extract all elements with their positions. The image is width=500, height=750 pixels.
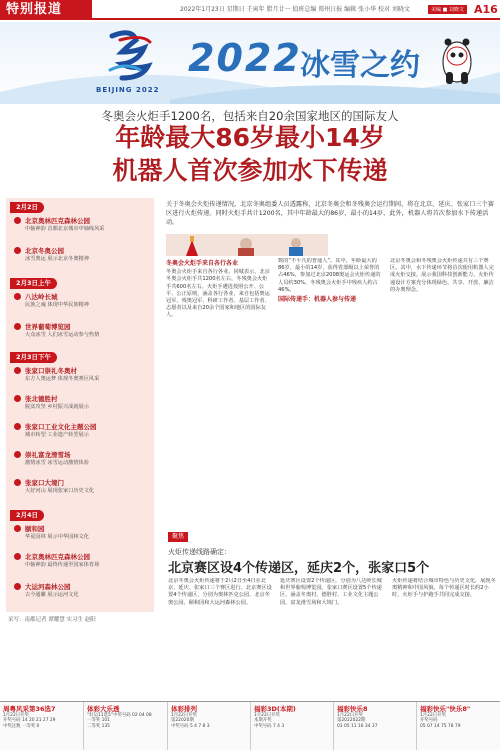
timeline-dot-icon xyxy=(14,323,21,330)
timeline-item xyxy=(14,322,152,348)
lottery-info: 1月22日开奖 第2022022期 03 05 11 16 34 37 xyxy=(337,713,378,729)
timeline-item xyxy=(14,552,152,578)
timeline-dot-icon xyxy=(14,395,21,402)
lottery-box xyxy=(334,702,417,750)
beijing-2022-emblem-icon xyxy=(92,26,170,88)
banner-title-cn: 冰雪之约 xyxy=(300,48,420,83)
relay-route-timeline xyxy=(6,198,154,612)
timeline-item-desc: 激情冰雪 冰雪运动激情体验 xyxy=(25,460,89,466)
timeline-item-title: 北京奥林匹克森林公园 xyxy=(25,553,90,561)
story2-title: 北京赛区设4个传递区，延庆2个，张家口5个 xyxy=(168,561,430,576)
lottery-info: 1月22日开奖 开奖号码 05 07 14 75 78 79 xyxy=(420,713,461,729)
timeline-item-desc: 民族之魂 体现中华民族精神 xyxy=(25,302,89,308)
subheadline: 冬奥会火炬手1200名，包括来自20余国家地区的国际友人 xyxy=(101,109,399,123)
timeline-item-title: 张家口崇礼冬奥村 xyxy=(25,367,77,375)
article-column xyxy=(166,258,270,520)
lottery-info: 1月22日开奖 第22020期 中奖号码 5 4 7 8 3 xyxy=(171,713,210,729)
lottery-name: 体彩大乐透 xyxy=(87,705,120,713)
column-text: 数的“不平凡的普通人”。其中，年龄最大的86岁，最小的14岁，获得省部级以上荣誉的占46%，参加过北京2008奥运会火炬传递的人员约30%。冬残奥会火炬手中残疾人约占46%。 xyxy=(278,258,381,293)
timeline-item xyxy=(14,246,152,272)
timeline-dot-icon xyxy=(14,479,21,486)
timeline-item xyxy=(14,422,152,448)
lottery-box xyxy=(251,702,334,750)
timeline-dot-icon xyxy=(14,423,21,430)
lottery-info: 1月22日开奖 本期开奖 中奖号码 7 4 3 xyxy=(254,713,285,729)
lottery-info: 1月22日开奖 开奖号码 14 20 21 27 29 中奖注数 一等奖 0 xyxy=(3,713,56,729)
day-tag: 2月3日下午 xyxy=(10,352,57,363)
timeline-item xyxy=(14,216,152,242)
day-tag: 2月2日 xyxy=(10,202,44,213)
edition-info: 2022年1月23日 星期日 壬寅年 腊月廿一 值班总编 郑州日报 编辑 张小华 校对 刘晓文 xyxy=(180,6,410,13)
timeline-dot-icon xyxy=(14,367,21,374)
timeline-item-title: 张家口大境门 xyxy=(25,479,64,487)
timeline-dot-icon xyxy=(14,583,21,590)
timeline-item xyxy=(14,524,152,550)
section-title: 特别报道 xyxy=(0,0,92,20)
timeline-item xyxy=(14,292,152,318)
timeline-item xyxy=(14,582,152,608)
timeline-dot-icon xyxy=(14,451,21,458)
bing-dwen-dwen-mascot-icon xyxy=(440,36,474,86)
timeline-item-desc: 古今通衢 展示运河文化 xyxy=(25,592,79,598)
banner-title-year: 2022 xyxy=(188,36,302,80)
lottery-name: 福彩3D(本期) xyxy=(254,705,296,713)
timeline-dot-icon xyxy=(14,217,21,224)
editor-tag: 美编 ■ 刘晓文 xyxy=(428,5,467,14)
lottery-box xyxy=(84,702,168,750)
lottery-name: 福彩快乐8 xyxy=(337,705,368,713)
lottery-results-bar xyxy=(0,701,500,750)
timeline-item-title: 北京冬奥公园 xyxy=(25,247,64,255)
timeline-item-desc: 华夏园林 展示中华园林文化 xyxy=(25,534,89,540)
torch-photo xyxy=(166,234,328,256)
column-subhead: 国际传递手：机器人参与传递 xyxy=(278,296,357,304)
lottery-name: 周粤风采第36选7 xyxy=(3,705,56,713)
olympic-banner xyxy=(0,22,500,104)
lottery-box xyxy=(0,702,84,750)
timeline-item-desc: 冰雪奥运 展示北京冬奥精神 xyxy=(25,256,89,262)
timeline-item xyxy=(14,450,152,476)
timeline-item-title: 八达岭长城 xyxy=(25,293,58,301)
timeline-item-title: 大运河森林公园 xyxy=(25,583,71,591)
article-intro: 关于冬奥会火炬传递情况，北京冬奥组委人员透露称，北京冬奥会和冬残奥会运行期间，将在北京、延庆、张家口三个赛区进行火炬传递。同时火炬手共计1200名，其中年龄最大的86岁，最小的14岁，此外，机器人将首次参加水下传递活动。 xyxy=(166,201,494,226)
timeline-dot-icon xyxy=(14,247,21,254)
timeline-item-desc: 东方人奥运梦 体现冬奥赛区风采 xyxy=(25,376,100,382)
headline-line-1: 年龄最大86岁最小14岁 xyxy=(115,123,385,152)
timeline-item xyxy=(14,366,152,392)
timeline-item-desc: 城市转型 工业遗产转型展示 xyxy=(25,432,89,438)
timeline-item-desc: 大众冰雪 人们冰雪运动参与热情 xyxy=(25,332,100,338)
column-subhead: 冬奥会火炬手来自各行各业 xyxy=(166,260,239,267)
article-column xyxy=(390,258,494,520)
lottery-name: 体彩排列 xyxy=(171,705,197,713)
lottery-box xyxy=(417,702,500,750)
page-number: A16 xyxy=(474,3,498,16)
column-text: 北京冬奥会和冬残奥会火炬传递共有三个赛区。其中，水下传递环节将首次使用机器人完成火炬交接，展示我国科技创新能力。火炬传递设计方案充分体现绿色、共享、开放、廉洁的办奥理念。 xyxy=(390,258,494,293)
lottery-info: “好运11选5”中奖号码 02 04 08 一等奖 101 二等奖 135 xyxy=(87,713,152,729)
byline: 采写：南都记者 谭耀慧 实习生 赵阳 xyxy=(8,617,96,623)
emblem-caption: BEIJING 2022 xyxy=(96,86,160,94)
lottery-box xyxy=(168,702,251,750)
story2-column: 火炬传递将结合城市特色与历史文化，展现冬奥精神和中国风貌，每个传递区时长约2小时，火炬手与护跑手共同完成交接。 xyxy=(392,578,496,599)
timeline-item-desc: 大好河山 展现张家口历史文化 xyxy=(25,488,95,494)
timeline-item-title: 颐和园 xyxy=(25,525,45,533)
column-text: 冬奥会火炬手来自各行各业。同城表示，北京冬奥会火炬手共1200名左右，冬残奥会火炬手共600名左右。火炬手遴选按照公开、公平、公正原则，涵盖各行各业，来自包括奥运冠军、残奥冠军、科研工作者、基层工作者、志愿者以及来自20余个国家和地区的国际友人。 xyxy=(166,269,270,319)
lottery-name: 福彩快乐"快乐8" xyxy=(420,705,471,713)
story2-tag: 聚焦 xyxy=(168,532,188,542)
timeline-item xyxy=(14,394,152,420)
timeline-item-desc: 中轴神韵 最终传递至国家体育场 xyxy=(25,562,100,568)
timeline-dot-icon xyxy=(14,293,21,300)
headline-line-2: 机器人首次参加水下传递 xyxy=(112,156,388,185)
day-tag: 2月3日上午 xyxy=(10,278,57,289)
timeline-item-title: 张家口工业文化主题公园 xyxy=(25,423,97,431)
timeline-item-desc: 脱贫攻坚 乡村振兴成就展示 xyxy=(25,404,89,410)
story2-column: 延庆赛区设置2个传递区，分别为八达岭长城和世界葡萄博览园。张家口赛区设置5个传递区，涵盖冬奥村、德胜村、工业文化主题公园、富龙滑雪场和大境门。 xyxy=(280,578,382,606)
timeline-item xyxy=(14,478,152,504)
story2-column: 北京冬奥会火炬传递将于2月2日至4日在北京、延庆、张家口三个赛区进行。北京赛区设置4个传递区，分别为奥林匹克公园、北京冬奥公园、颐和园和大运河森林公园。 xyxy=(168,578,272,606)
article-column xyxy=(278,258,382,520)
timeline-dot-icon xyxy=(14,525,21,532)
story2-kicker: 火炬传递线路确定： xyxy=(168,548,231,556)
timeline-item-title: 世界葡萄博览园 xyxy=(25,323,71,331)
timeline-item-desc: 中轴神韵 首都北京城市中轴线风采 xyxy=(25,226,105,232)
timeline-dot-icon xyxy=(14,553,21,560)
timeline-item-title: 崇礼富龙滑雪场 xyxy=(25,451,71,459)
timeline-item-title: 张北德胜村 xyxy=(25,395,58,403)
timeline-item-title: 北京奥林匹克森林公园 xyxy=(25,217,90,225)
day-tag: 2月4日 xyxy=(10,510,44,521)
page-header xyxy=(0,0,500,20)
